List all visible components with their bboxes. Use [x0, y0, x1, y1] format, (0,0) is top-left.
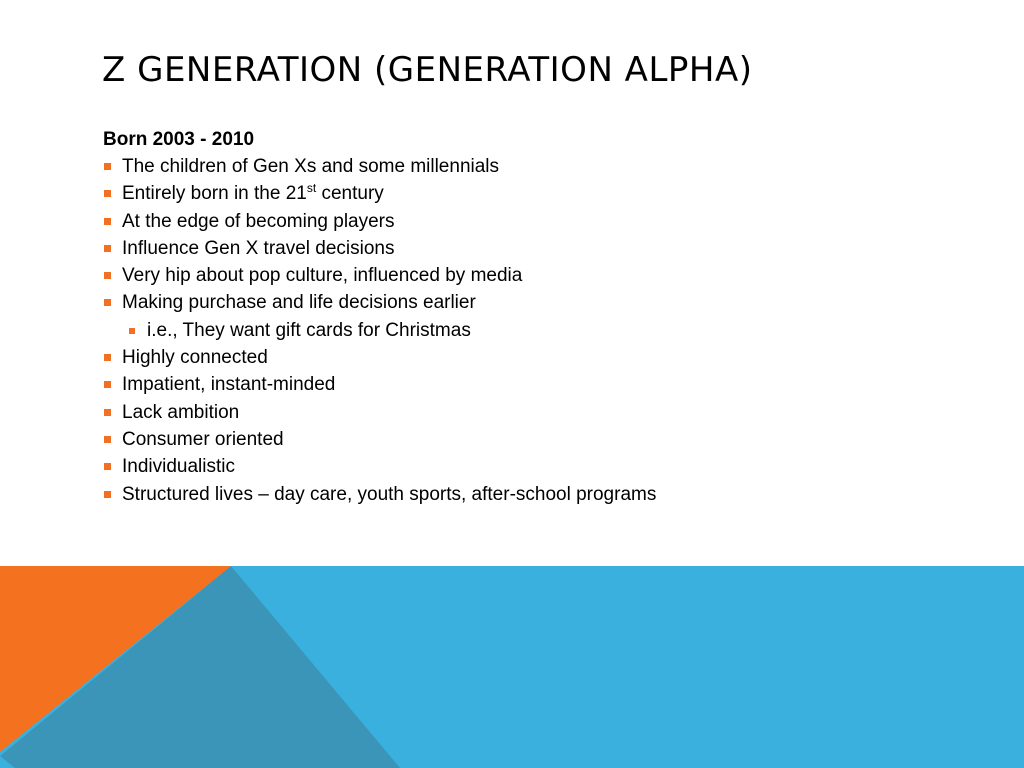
bullet-square-icon	[104, 436, 111, 443]
slide-title: Z GENERATION (GENERATION ALPHA)	[102, 50, 753, 90]
bullet-list	[103, 153, 963, 508]
bullet-text: i.e., They want gift cards for Christmas	[147, 319, 471, 341]
bullet-text: Impatient, instant-minded	[122, 374, 336, 396]
bullet-item	[103, 481, 963, 508]
bullet-item	[103, 235, 963, 262]
bullet-text: The children of Gen Xs and some millennials	[122, 156, 500, 177]
bullet-square-icon	[104, 491, 111, 498]
bullet-text: Influence Gen X travel decisions	[122, 237, 395, 259]
bullet-item	[103, 317, 963, 344]
bullet-square-icon	[104, 409, 111, 416]
bullet-superscript: st	[306, 181, 317, 196]
slide-body	[103, 126, 963, 508]
bullet-text: Making purchase and life decisions earlier	[122, 292, 476, 314]
decorative-footer-shapes	[0, 566, 1024, 768]
bullet-text-continued: century	[316, 183, 384, 205]
bullet-square-icon	[104, 245, 111, 252]
bullet-square-icon	[104, 299, 111, 306]
bullet-square-icon	[104, 190, 111, 197]
bullet-text: Individualistic	[122, 456, 235, 478]
bullet-square-icon	[104, 163, 111, 170]
bullet-text: Lack ambition	[122, 401, 240, 423]
bullet-item	[103, 208, 963, 235]
bullet-item	[103, 289, 963, 316]
bullet-square-icon	[104, 381, 111, 388]
bullet-text: Very hip about pop culture, influenced by media	[122, 265, 523, 287]
bullet-item	[103, 344, 963, 371]
bullet-item	[103, 180, 963, 207]
bullet-square-icon	[104, 354, 111, 361]
bullet-item	[103, 426, 963, 453]
bullet-item	[103, 399, 963, 426]
subheading: Born 2003 - 2010	[103, 129, 255, 150]
bullet-item	[103, 453, 963, 480]
bullet-text: Consumer oriented	[122, 428, 284, 450]
bullet-item	[103, 262, 963, 289]
bullet-text: Highly connected	[122, 347, 268, 369]
bullet-text: Structured lives – day care, youth sports, after-school programs	[122, 483, 657, 505]
bullet-square-icon	[104, 463, 111, 470]
bullet-item	[103, 371, 963, 398]
bullet-text: Entirely born in the 21	[122, 183, 307, 205]
bullet-item	[103, 153, 963, 180]
bullet-square-icon	[129, 328, 135, 334]
bullet-text: At the edge of becoming players	[122, 210, 395, 232]
bullet-square-icon	[104, 218, 111, 225]
bullet-square-icon	[104, 272, 111, 279]
